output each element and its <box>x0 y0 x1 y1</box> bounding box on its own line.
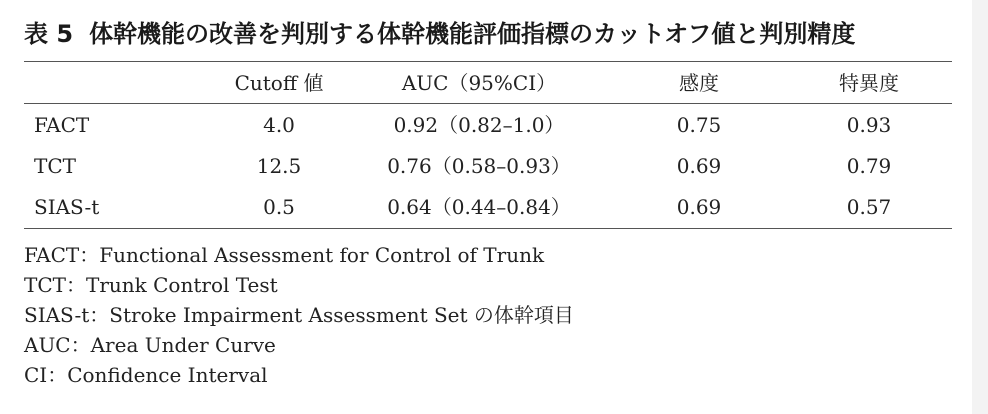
footnote-ci: CI：Confidence Interval <box>24 363 268 387</box>
row-cutoff: 4.0 <box>263 113 295 137</box>
row-name: SIAS-t <box>34 195 100 219</box>
row-specificity: 0.93 <box>846 113 892 137</box>
row-specificity: 0.57 <box>846 195 892 219</box>
row-auc: 0.76（0.58–0.93） <box>387 154 571 178</box>
table-title: 体幹機能の改善を判別する体幹機能評価指標のカットオフ値と判別精度 <box>89 20 856 48</box>
header-cutoff: Cutoff 値 <box>234 71 324 95</box>
footnote-auc: AUC：Area Under Curve <box>24 333 276 357</box>
header-sensitivity: 感度 <box>679 71 719 95</box>
row-sensitivity: 0.75 <box>676 113 722 137</box>
footnote-sias-t: SIAS-t：Stroke Impairment Assessment Set の体幹項目 <box>24 303 574 327</box>
page-edge <box>972 0 988 414</box>
footnote-fact: FACT：Functional Assessment for Control of Trunk <box>24 243 545 267</box>
row-name: TCT <box>34 154 76 178</box>
row-specificity: 0.79 <box>846 154 892 178</box>
header-auc: AUC（95%CI） <box>401 71 557 95</box>
table-header-row <box>24 63 952 103</box>
table-top-rule <box>24 61 952 62</box>
row-auc: 0.92（0.82–1.0） <box>393 113 565 137</box>
row-name: FACT <box>34 113 90 137</box>
header-specificity: 特異度 <box>839 71 899 95</box>
table-header-rule <box>24 103 952 104</box>
row-sensitivity: 0.69 <box>676 195 722 219</box>
table-row <box>24 187 952 227</box>
table-row <box>24 146 952 186</box>
table-footnotes <box>24 240 574 390</box>
table-row <box>24 105 952 145</box>
table-number: 表 5 <box>24 20 74 48</box>
row-sensitivity: 0.69 <box>676 154 722 178</box>
row-cutoff: 12.5 <box>256 154 302 178</box>
footnote-tct: TCT：Trunk Control Test <box>24 273 278 297</box>
table-bottom-rule <box>24 228 952 229</box>
header-name <box>34 63 204 103</box>
row-cutoff: 0.5 <box>263 195 295 219</box>
table-caption <box>24 14 855 49</box>
row-auc: 0.64（0.44–0.84） <box>387 195 571 219</box>
